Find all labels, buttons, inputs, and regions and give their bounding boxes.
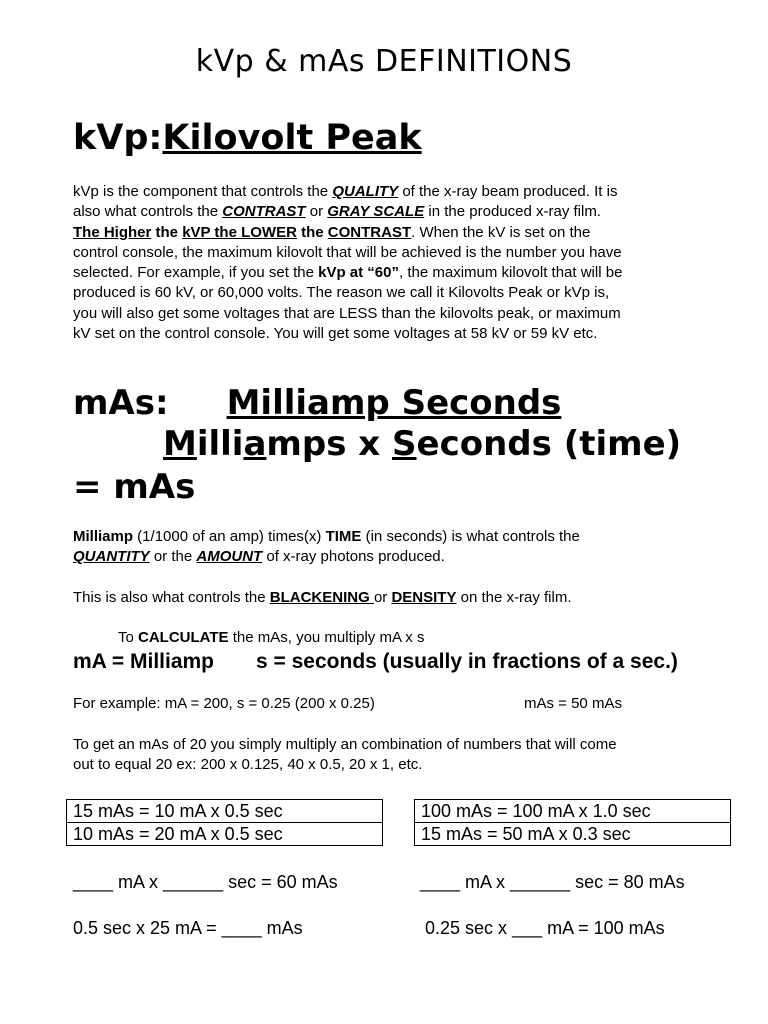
kvp-line-5 bbox=[73, 263, 733, 283]
table-row bbox=[415, 823, 731, 846]
examples-table-left bbox=[66, 799, 383, 846]
text: , the maximum kilovolt that will be bbox=[399, 264, 623, 282]
text: selected. For example, if you set the bbox=[73, 264, 319, 282]
get20-line-2: out to equal 20 ex: 200 x 0.125, 40 x 0.5, 20 x 1, etc. bbox=[73, 756, 423, 773]
contrast-term-2: CONTRAST bbox=[327, 223, 412, 241]
kvp-line-7: you will also get some voltages that are LESS than the kilovolts peak, or maximum bbox=[73, 304, 621, 322]
calculate-line bbox=[118, 629, 424, 646]
examples-table-right bbox=[414, 799, 731, 846]
mas-heading bbox=[73, 383, 561, 423]
text: or bbox=[305, 203, 328, 221]
text: the mAs, you multiply mA x s bbox=[228, 629, 425, 646]
mas-heading-underlined: Milliamp Seconds bbox=[226, 383, 562, 423]
example-right: mAs = 50 mAs bbox=[524, 695, 622, 712]
text: or bbox=[373, 589, 392, 606]
text: of the x-ray beam produced. It is bbox=[398, 183, 618, 200]
mas-heading-label: mAs: bbox=[73, 383, 169, 423]
exercise-3: 0.5 sec x 25 mA = ____ mAs bbox=[73, 918, 303, 938]
milliamp-line-1 bbox=[73, 527, 733, 547]
text: the bbox=[151, 223, 183, 241]
kvp-lower-term: kVP the LOWER bbox=[182, 223, 297, 241]
milliamp-line-2 bbox=[73, 547, 733, 567]
text: This is also what controls the bbox=[73, 589, 270, 606]
blackening-term: BLACKENING bbox=[269, 589, 374, 606]
definitions-line bbox=[73, 650, 678, 674]
amount-term: AMOUNT bbox=[196, 548, 263, 566]
quantity-term: QUANTITY bbox=[73, 548, 150, 566]
kvp-heading-underlined: Kilovolt Peak bbox=[162, 118, 422, 158]
kvp-heading-prefix: kVp: bbox=[73, 118, 163, 158]
contrast-term: CONTRAST bbox=[222, 203, 306, 221]
example-left: For example: mA = 200, s = 0.25 (200 x 0.25) bbox=[73, 695, 375, 712]
get20-line-1: To get an mAs of 20 you simply multiply an combination of numbers that will come bbox=[73, 736, 617, 753]
table-cell: 15 mAs = 10 mA x 0.5 sec bbox=[67, 800, 383, 823]
mas-formula-heading bbox=[163, 424, 681, 464]
blackening-line bbox=[73, 589, 572, 606]
quality-term: QUALITY bbox=[332, 183, 399, 200]
exercise-1: ____ mA x ______ sec = 60 mAs bbox=[73, 872, 338, 892]
kvp-line-2 bbox=[73, 202, 733, 222]
table-row bbox=[67, 823, 383, 846]
text: To bbox=[118, 629, 139, 646]
mas-equals-heading: = mAs bbox=[73, 467, 196, 507]
kvp-heading bbox=[73, 118, 422, 158]
kvp-line-3 bbox=[73, 223, 733, 243]
text: the bbox=[296, 223, 328, 241]
text: kVp is the component that controls the bbox=[73, 183, 333, 200]
gray-scale-term: GRAY SCALE bbox=[327, 203, 425, 221]
text: on the x-ray film. bbox=[456, 589, 572, 606]
kvp-line-6: produced is 60 kV, or 60,000 volts. The reason we call it Kilovolts Peak or kVp is, bbox=[73, 284, 610, 302]
text: or the bbox=[149, 548, 197, 566]
text: illi bbox=[196, 424, 244, 464]
kvp-line-8: kV set on the control console. You will get some voltages at 58 kV or 59 kV etc. bbox=[73, 325, 598, 343]
text: econds (time) bbox=[416, 424, 682, 464]
letter-m: M bbox=[163, 424, 197, 464]
text: also what controls the bbox=[73, 203, 223, 221]
table-cell: 15 mAs = 50 mA x 0.3 sec bbox=[415, 823, 731, 846]
text: mps x bbox=[266, 424, 393, 464]
milliamp-term: Milliamp bbox=[73, 528, 134, 545]
kvp-line-1 bbox=[73, 182, 733, 202]
kvp-line-4: control console, the maximum kilovolt that will be achieved is the number you have bbox=[73, 243, 622, 261]
table-cell: 100 mAs = 100 mA x 1.0 sec bbox=[415, 800, 731, 823]
text: (1/1000 of an amp) times(x) bbox=[133, 528, 326, 545]
table-row bbox=[415, 800, 731, 823]
time-term: TIME bbox=[325, 528, 362, 545]
text: of x-ray photons produced. bbox=[262, 548, 445, 566]
kvp-paragraph bbox=[73, 182, 733, 344]
table-row bbox=[67, 800, 383, 823]
letter-a: a bbox=[243, 424, 267, 464]
ma-definition: mA = Milliamp bbox=[73, 650, 215, 673]
page-title: kVp & mAs DEFINITIONS bbox=[195, 44, 573, 79]
kvp-60-term: kVp at “60” bbox=[318, 264, 399, 282]
letter-s: S bbox=[392, 424, 417, 464]
text: in the produced x-ray film. bbox=[424, 203, 601, 221]
text: . When the kV is set on the bbox=[411, 223, 591, 241]
milliamp-paragraph bbox=[73, 527, 733, 568]
exercise-4: 0.25 sec x ___ mA = 100 mAs bbox=[425, 918, 665, 938]
calculate-term: CALCULATE bbox=[138, 629, 229, 646]
text: (in seconds) is what controls the bbox=[361, 528, 580, 545]
table-cell: 10 mAs = 20 mA x 0.5 sec bbox=[67, 823, 383, 846]
density-term: DENSITY bbox=[391, 589, 457, 606]
higher-term: The Higher bbox=[73, 223, 152, 241]
exercise-2: ____ mA x ______ sec = 80 mAs bbox=[420, 872, 685, 892]
s-definition: s = seconds (usually in fractions of a sec.) bbox=[256, 650, 678, 673]
